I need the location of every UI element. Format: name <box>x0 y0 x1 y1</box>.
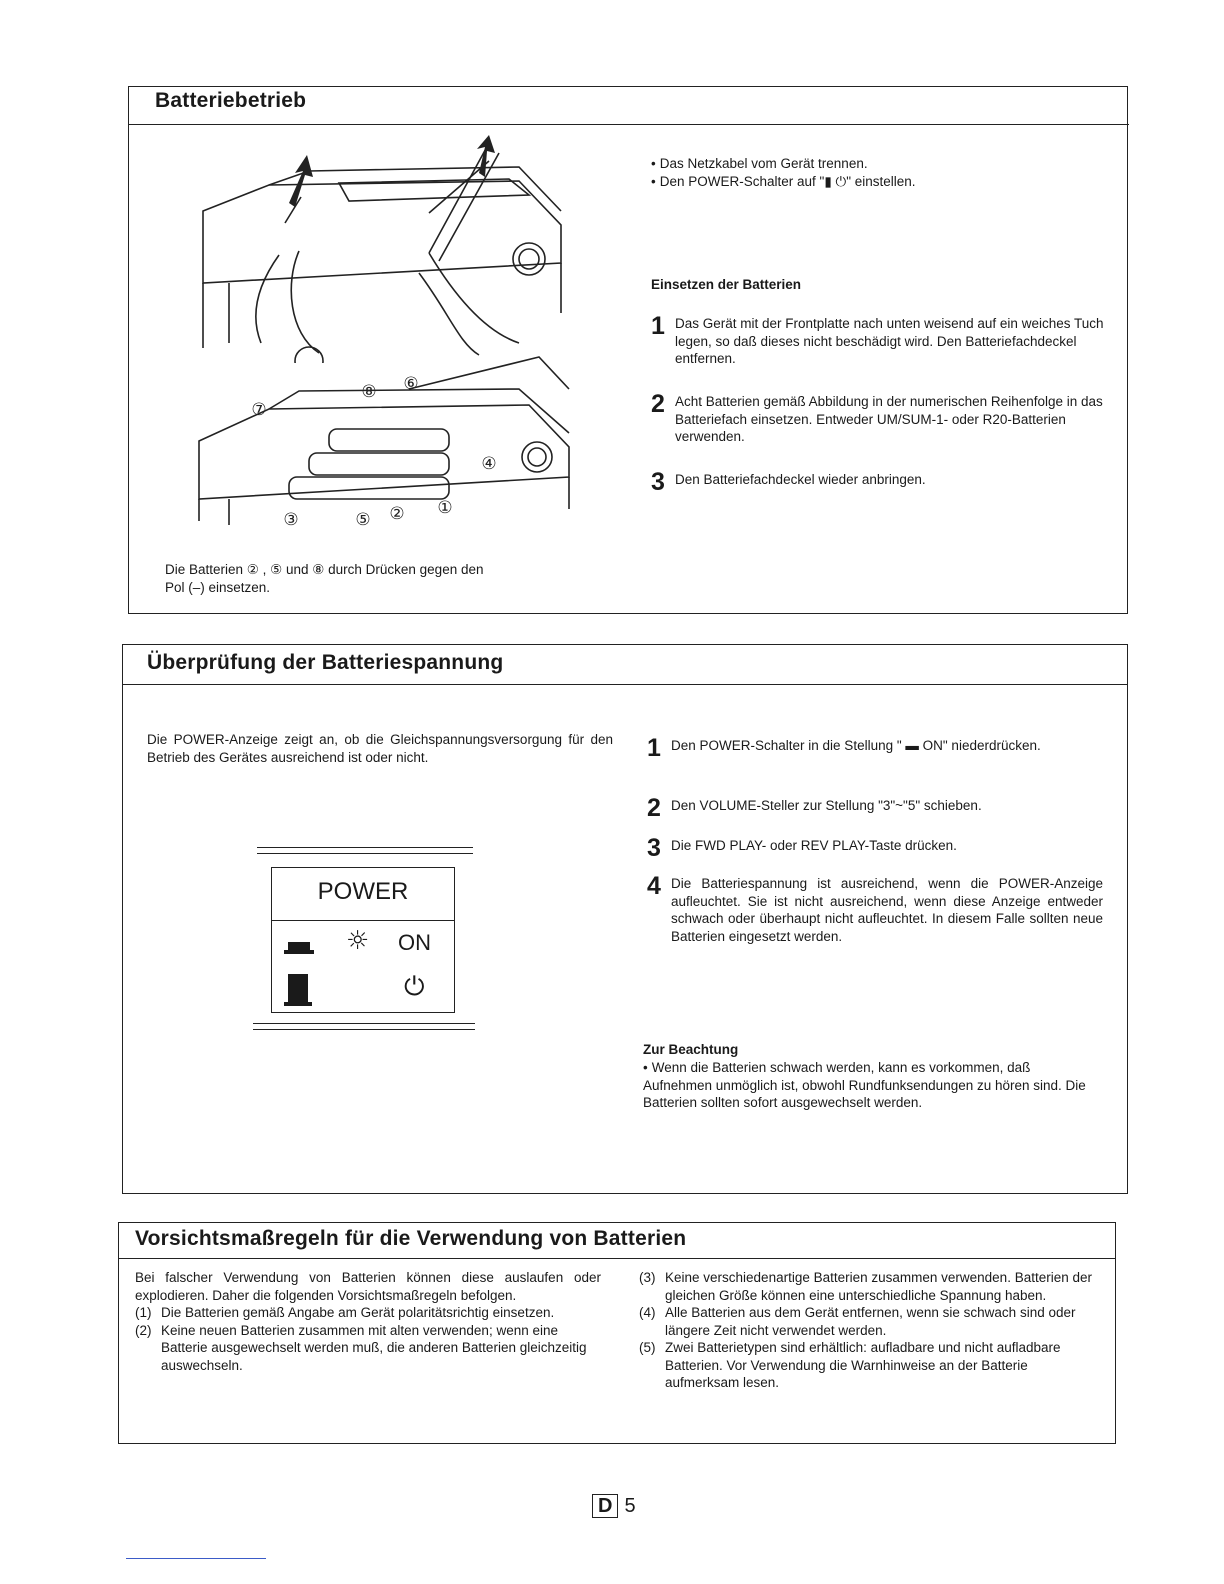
check-step-3 <box>647 834 1103 862</box>
note-heading: Zur Beachtung <box>643 1042 739 1057</box>
section-battery-check <box>122 644 1128 1194</box>
caption-line: Die Batterien ② , ⑤ und ⑧ durch Drücken gegen den <box>165 562 484 577</box>
divider <box>253 1023 475 1024</box>
precaution-item <box>135 1304 601 1322</box>
section-title: Überprüfung der Batteriespannung <box>147 651 504 674</box>
step-number: 1 <box>647 734 661 762</box>
divider <box>257 847 473 848</box>
check-step-1 <box>647 734 1103 777</box>
item-text: Alle Batterien aus dem Gerät entfernen, wenn sie schwach sind oder längere Zeit nicht verwendet werden. <box>665 1305 1076 1338</box>
on-label: ON <box>398 930 431 955</box>
subheading: Einsetzen der Batterien <box>651 277 802 292</box>
divider <box>253 1029 475 1030</box>
step-text: Den Batteriefachdeckel wieder anbringen. <box>675 472 926 487</box>
item-number: (1) <box>135 1305 152 1320</box>
section-title: Vorsichtsmaßregeln für die Verwendung von Batterien <box>135 1227 687 1250</box>
left-column <box>135 1269 601 1374</box>
page-footer <box>592 1494 636 1518</box>
item-text: Keine verschiedenartige Batterien zusammen verwenden. Batterien der gleichen Größe können eine unterschiedliche Spannung haben. <box>665 1270 1092 1303</box>
right-column <box>639 1269 1101 1392</box>
panel-label: POWER <box>317 878 409 905</box>
item-text: Zwei Batterietypen sind erhältlich: aufladbare und nicht aufladbare Batterien. Vor Verwendung die Warnhinweise an der Batterie aufmerksam lesen. <box>665 1340 1061 1390</box>
arrow-up-icon <box>289 155 313 207</box>
step-text: Die Batteriespannung ist ausreichend, wenn die POWER-Anzeige aufleuchtet. Sie ist nicht ausreichend, wenn diese Anzeige entweder schwach oder überhaupt nicht aufleuchtet. In diesem Falle sollten neue Batterien eingesetzt werden. <box>671 876 1103 944</box>
item-number: (4) <box>639 1305 656 1320</box>
callout-3: ③ <box>283 510 299 527</box>
step-number: 1 <box>651 312 665 340</box>
step-number: 3 <box>651 468 665 496</box>
prep-bullets <box>651 155 1111 190</box>
language-badge: D <box>592 1494 618 1518</box>
precaution-item <box>639 1304 1101 1339</box>
switch-on-icon <box>288 942 310 950</box>
callout-2: ② <box>389 504 405 524</box>
bullet-item: • Das Netzkabel vom Gerät trennen. <box>651 155 1111 173</box>
item-text: Die Batterien gemäß Angabe am Gerät polaritätsrichtig einsetzen. <box>161 1305 555 1320</box>
precaution-item <box>639 1269 1101 1304</box>
battery-cover-illustration <box>189 133 609 363</box>
section-battery-operation <box>128 86 1128 614</box>
arrow-up-icon <box>477 135 495 177</box>
callout-4: ④ <box>481 454 497 474</box>
precaution-item <box>639 1339 1101 1392</box>
intro-text: Bei falscher Verwendung von Batterien können diese auslaufen oder explodieren. Daher die folgenden Vorsichtsmaßregeln befolgen. <box>135 1270 601 1303</box>
callout-5: ⑤ <box>355 510 371 527</box>
switch-on-icon-base <box>284 950 314 954</box>
step-number: 2 <box>647 794 661 822</box>
caption <box>165 561 625 596</box>
step-text: Die FWD PLAY- oder REV PLAY-Taste drücken. <box>671 838 957 853</box>
callout-1: ① <box>437 498 453 518</box>
divider <box>257 853 473 854</box>
item-number: (2) <box>135 1322 152 1338</box>
page-number: 5 <box>624 1494 636 1517</box>
item-text: Keine neuen Batterien zusammen mit alten verwenden; wenn eine Batterie ausgewechselt werden muß, die anderen Batterien gleichzeitig auswechseln. <box>161 1322 587 1373</box>
precaution-item <box>135 1322 601 1375</box>
power-indicator-panel <box>271 867 455 1013</box>
item-number: (3) <box>639 1270 656 1285</box>
standby-icon: ⏻ <box>404 972 425 1002</box>
section-title: Batteriebetrieb <box>155 89 307 112</box>
step-2 <box>651 390 1113 449</box>
bullet-item: • Den POWER-Schalter auf "▮ ⏻" einstellen. <box>651 173 1111 191</box>
step-3 <box>651 468 1113 496</box>
intro-text: Die POWER-Anzeige zeigt an, ob die Gleichspannungsversorgung für den Betrieb des Gerätes ausreichend ist oder nicht. <box>147 732 613 765</box>
item-number: (5) <box>639 1340 656 1355</box>
switch-standby-base <box>284 1002 312 1006</box>
section-battery-precautions <box>118 1222 1116 1444</box>
caption-line: Pol (–) einsetzen. <box>165 579 271 595</box>
callout-8: ⑧ <box>361 382 377 402</box>
step-number: 3 <box>647 834 661 862</box>
callout-6: ⑥ <box>403 374 419 394</box>
step-1 <box>651 312 1113 371</box>
note-text: • Wenn die Batterien schwach werden, kann es vorkommen, daß Aufnehmen unmöglich ist, obwohl Rundfunksendungen zu hören sind. Die Batterien sollten sofort ausgewechselt werden. <box>643 1059 1099 1112</box>
step-text: Den VOLUME-Steller zur Stellung "3"~"5" schieben. <box>671 798 982 813</box>
step-text: Den POWER-Schalter in die Stellung " ▬ ON" niederdrücken. <box>671 738 1041 753</box>
step-text: Das Gerät mit der Frontplatte nach unten weisend auf ein weiches Tuch legen, so daß dieses nicht beschädigt wird. Den Batteriefachdeckel entfernen. <box>675 316 1104 366</box>
step-number: 4 <box>647 872 661 900</box>
battery-compartment-illustration <box>189 349 609 527</box>
indicator-light-icon: ☼ <box>346 926 370 956</box>
check-step-4 <box>647 872 1103 967</box>
footer-rule <box>126 1558 266 1559</box>
step-number: 2 <box>651 390 665 418</box>
step-text: Acht Batterien gemäß Abbildung in der numerischen Reihenfolge in das Batteriefach einsetzen. Entweder UM/SUM-1- oder R20-Batterien verwenden. <box>675 394 1103 444</box>
check-step-2 <box>647 794 1103 822</box>
callout-7: ⑦ <box>251 400 267 420</box>
